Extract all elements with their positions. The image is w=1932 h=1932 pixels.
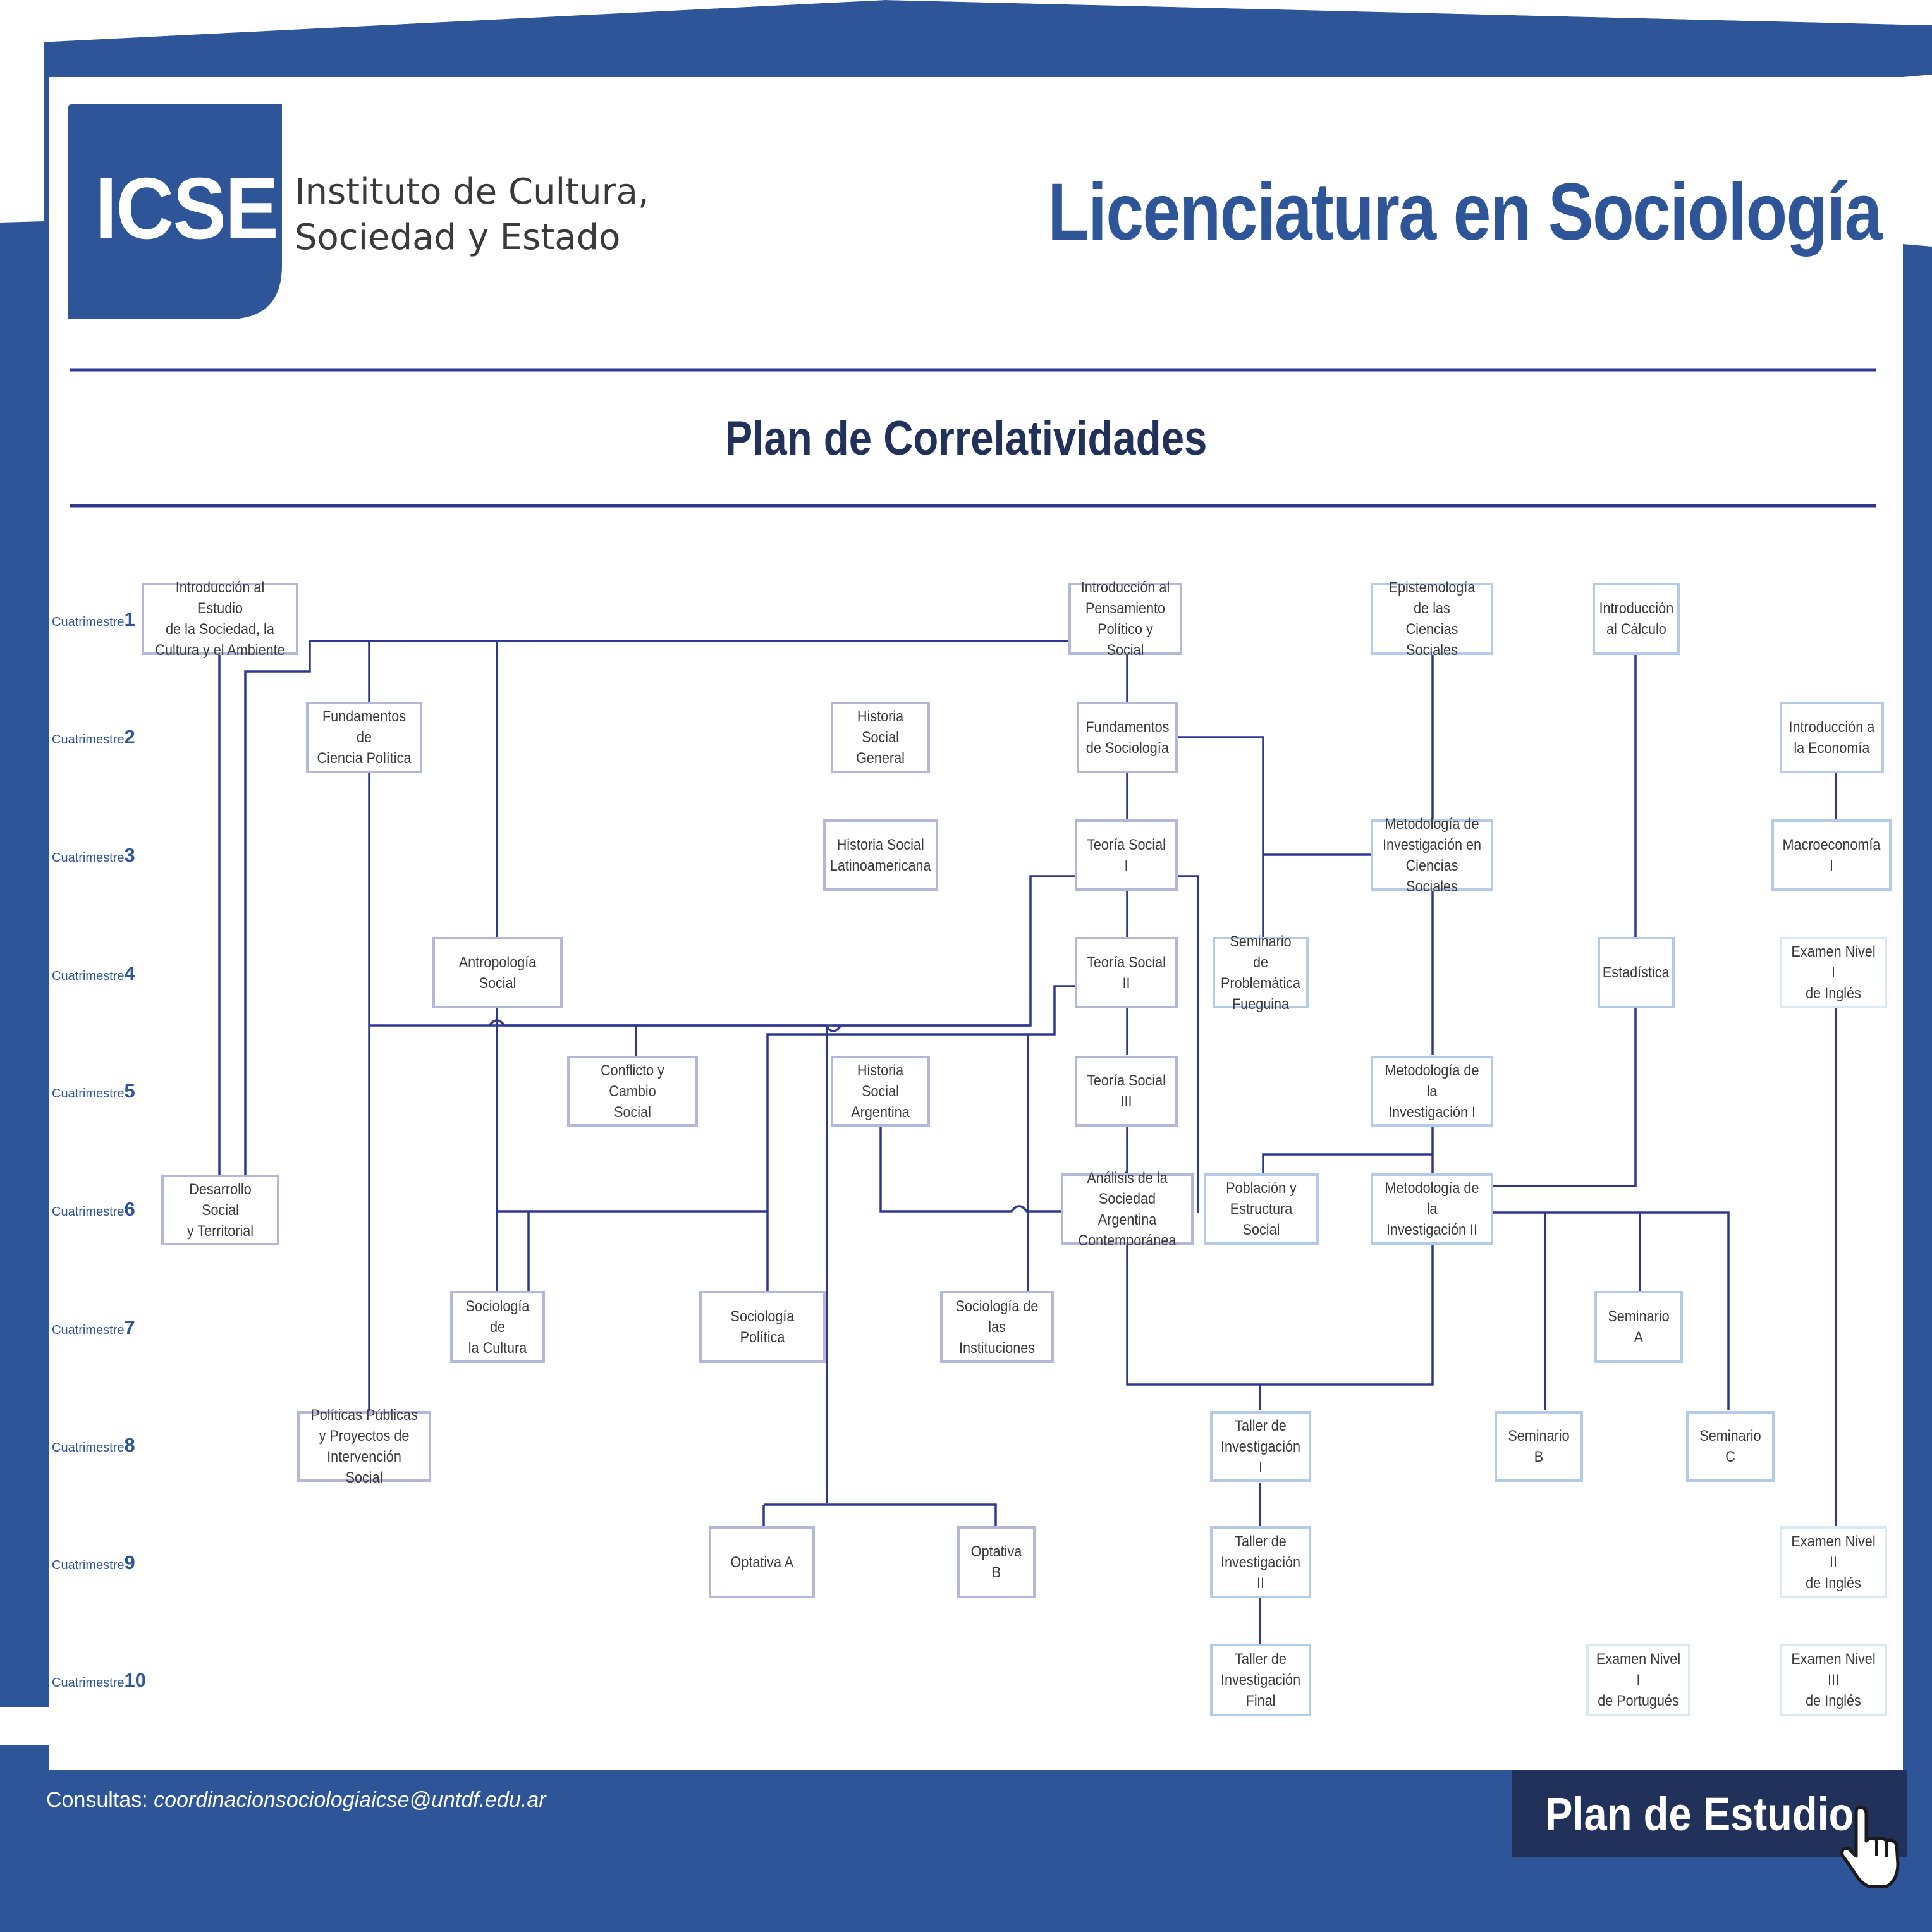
subject-label (1085, 717, 1169, 759)
subject-label-line: Social (614, 1103, 651, 1121)
subject-metodologia-investigacion-1[interactable] (1371, 1056, 1493, 1127)
subject-estadistica[interactable] (1598, 937, 1675, 1008)
subject-label (1084, 1070, 1170, 1112)
subject-label (1788, 1531, 1878, 1594)
subject-label-line: Taller de (1235, 1532, 1287, 1550)
subject-metodologia-investigacion-2[interactable] (1371, 1173, 1493, 1245)
connectors (219, 641, 1836, 1644)
subject-label (1084, 835, 1170, 876)
subject-intro-pensamiento[interactable] (1068, 579, 1182, 659)
subject-label-line: Estructura Social (1230, 1201, 1293, 1238)
subject-historia-social-latinoamericana[interactable] (823, 819, 938, 891)
subject-label-line: Seminario de (1230, 932, 1292, 971)
institute-name-line2: Sociedad y Estado (295, 217, 621, 258)
row-label-word: Cuatrimestre (52, 1205, 125, 1219)
subject-intro-estudio-sociedad[interactable] (142, 579, 298, 659)
row-label-number: 8 (124, 1434, 135, 1456)
subject-label-line: las Instituciones (958, 1318, 1036, 1357)
subject-epistemologia[interactable] (1371, 579, 1493, 659)
subject-historia-social-argentina[interactable] (831, 1056, 930, 1127)
subject-label-line: Pensamiento (1085, 600, 1166, 617)
subject-label (1380, 1178, 1484, 1240)
subject-antropologia-social[interactable] (432, 937, 563, 1008)
subject-label-line: Fundamentos de (322, 708, 407, 746)
subject-label-line: Introducción (1599, 600, 1673, 617)
subject-teoria-social-2[interactable] (1075, 937, 1178, 1008)
subject-label-line: Antropología Social (458, 953, 537, 992)
subject-label (1218, 1415, 1302, 1478)
subject-label-line: Políticas Públicas (310, 1407, 418, 1424)
subject-intro-calculo[interactable] (1593, 583, 1680, 655)
subject-poblacion-estructura-social[interactable] (1204, 1173, 1319, 1245)
subject-analisis-sociedad-argentina[interactable] (1061, 1169, 1194, 1249)
subject-label-line: Teoría Social I (1087, 836, 1166, 874)
institute-name-line1: Instituto de Cultura, (295, 171, 649, 212)
subject-label-line: Problemática (1220, 974, 1301, 992)
subject-label-line: de las (1414, 600, 1450, 617)
subject-teoria-social-1[interactable] (1075, 819, 1178, 891)
subject-label-line: Introducción al Estudio (175, 579, 265, 617)
subject-taller-investigacion-1[interactable] (1210, 1411, 1311, 1482)
subject-label-line: Conflicto y Cambio (601, 1061, 664, 1100)
subject-label (577, 1060, 688, 1123)
diagram-subtitle: Plan de Correlatividades (724, 412, 1208, 465)
row-label-number: 2 (124, 726, 135, 748)
subject-label-line: Final (1245, 1692, 1276, 1709)
subject-label-line: Optativa A (730, 1553, 793, 1571)
subject-label-line: Teoría Social III (1087, 1072, 1166, 1110)
subject-label-line: al Cálculo (1606, 621, 1666, 638)
row-label-number: 4 (124, 962, 135, 984)
row-label-word: Cuatrimestre (52, 1323, 125, 1337)
subject-label-line: Sociología de (955, 1297, 1039, 1315)
row-label-cuatrimestre-1 (52, 608, 135, 631)
subject-label-line: Historia Social (857, 1061, 904, 1100)
subject-portugues-nivel-1[interactable] (1586, 1644, 1690, 1716)
subject-label-line: Ciencia Política (317, 750, 412, 767)
row-label-cuatrimestre-2 (52, 726, 135, 749)
row-label-number: 9 (124, 1551, 135, 1574)
subject-label-line: Político y Social (1097, 621, 1153, 659)
subject-label-line: y Territorial (186, 1222, 254, 1240)
subject-label (1380, 814, 1484, 897)
contact-line (46, 1788, 546, 1813)
row-label-word: Cuatrimestre (52, 733, 125, 747)
row-label-word: Cuatrimestre (52, 1558, 125, 1572)
subject-label-line: Examen Nivel II (1791, 1532, 1876, 1571)
subject-label-line: la Economía (1794, 739, 1870, 757)
subject-label-line: de Sociología (1085, 739, 1169, 757)
subject-seminario-b[interactable] (1495, 1411, 1583, 1482)
row-label-cuatrimestre-3 (52, 844, 135, 867)
subject-label-line: Ciencias Sociales (1405, 621, 1458, 659)
subject-seminario-c[interactable] (1686, 1411, 1775, 1482)
subject-label-line: Teoría Social II (1087, 953, 1166, 992)
subject-intro-economia[interactable] (1780, 702, 1884, 773)
subject-label (1221, 1649, 1300, 1711)
subject-optativa-b[interactable] (957, 1526, 1036, 1598)
subject-label (1602, 1306, 1675, 1348)
subject-label-line: General (856, 750, 905, 767)
subject-label (1788, 941, 1878, 1004)
contact-email-link[interactable]: coordinacionsociologiaicse@untdf.edu.ar (154, 1788, 546, 1812)
subject-label (315, 706, 413, 769)
subject-label (1788, 1649, 1878, 1711)
subject-label-line: Taller de (1235, 1651, 1287, 1668)
subject-fundamentos-ciencia-politica[interactable] (306, 702, 422, 773)
subject-label-line: de Inglés (1806, 985, 1861, 1002)
subject-label (171, 1179, 271, 1242)
subject-label (949, 1296, 1044, 1359)
subject-sociologia-instituciones[interactable] (940, 1291, 1054, 1363)
row-label-number: 1 (124, 608, 135, 630)
subject-label-line: Metodología de la (1385, 1061, 1479, 1100)
subject-label-line: Introducción a (1788, 718, 1875, 736)
row-label-cuatrimestre-5 (52, 1080, 135, 1103)
subject-seminario-a[interactable] (1594, 1291, 1683, 1363)
subject-label-line: Desarrollo Social (189, 1180, 252, 1219)
subject-sociologia-cultura[interactable] (450, 1291, 545, 1363)
subject-label-line: Seminario B (1508, 1428, 1570, 1465)
subject-label-line: la Cultura (468, 1339, 527, 1357)
subject-fundamentos-sociologia[interactable] (1077, 702, 1178, 773)
subject-label (709, 1306, 816, 1348)
subject-label-line: Argentina (851, 1103, 910, 1121)
subject-desarrollo-social-territorial[interactable] (161, 1175, 279, 1245)
subject-label-line: Investigación en (1382, 836, 1482, 853)
subject-ingles-nivel-2[interactable] (1780, 1526, 1887, 1598)
subject-seminario-problematica-fueguina[interactable] (1213, 932, 1309, 1013)
subject-label (1599, 598, 1673, 640)
subject-label-line: Ciencias Sociales (1405, 857, 1458, 895)
subject-label-line: Intervención Social (327, 1448, 401, 1486)
subject-label (730, 1552, 793, 1573)
subject-label-line: Historia Social (836, 836, 925, 853)
subject-label (1694, 1426, 1766, 1467)
subject-label-line: Análisis de la (1087, 1169, 1168, 1187)
subject-label-line: de Inglés (1806, 1574, 1861, 1592)
subject-label (1595, 1649, 1682, 1711)
plan-de-estudio-label: Plan de Estudio (1545, 1787, 1854, 1840)
subject-conflicto-cambio-social[interactable] (567, 1056, 698, 1127)
subject-label-line: Investigación II (1220, 1553, 1301, 1592)
subject-label-line: Fueguina (1232, 995, 1290, 1013)
row-label-number: 6 (124, 1198, 135, 1220)
subject-label-line: y Proyectos de (319, 1428, 410, 1445)
subject-label (1084, 952, 1170, 994)
subject-metodologia-ciencias-sociales[interactable] (1371, 815, 1493, 895)
subject-ingles-nivel-1[interactable] (1780, 937, 1887, 1008)
subject-label-line: Latinoamericana (830, 857, 931, 874)
row-label-number: 10 (124, 1669, 146, 1691)
subject-label-line: Historia Social (857, 708, 904, 746)
subject-label (443, 952, 553, 994)
subject-label-line: Estadística (1603, 964, 1670, 981)
row-label-cuatrimestre-9 (52, 1551, 135, 1574)
subject-label-line: Metodología de la (1385, 1180, 1479, 1218)
row-label-cuatrimestre-10 (52, 1669, 146, 1692)
subject-label-line: de Portugués (1598, 1692, 1679, 1709)
subject-label-line: Sociología de (465, 1297, 530, 1336)
subject-label (965, 1541, 1029, 1583)
subject-teoria-social-3[interactable] (1075, 1056, 1178, 1127)
subject-label (1221, 931, 1300, 1015)
subject-label-line: Contemporánea (1078, 1232, 1177, 1249)
row-label-word: Cuatrimestre (52, 1676, 125, 1690)
row-label-cuatrimestre-4 (52, 962, 135, 985)
subject-label (830, 835, 931, 876)
subject-label (1380, 577, 1484, 661)
subject-macroeconomia-1[interactable] (1771, 819, 1892, 891)
subject-label-line: Seminario C (1699, 1428, 1761, 1465)
subject-label (1781, 835, 1882, 876)
row-label-number: 5 (124, 1080, 135, 1102)
subject-label-line: Cultura y el Ambiente (155, 642, 285, 659)
row-label-word: Cuatrimestre (52, 615, 125, 629)
row-label-word: Cuatrimestre (52, 1441, 125, 1455)
subject-label (1213, 1178, 1310, 1240)
subject-label (839, 1060, 922, 1123)
subject-label-line: Fundamentos (1085, 718, 1170, 736)
subject-label-line: Investigación (1220, 1672, 1301, 1689)
row-label-word: Cuatrimestre (52, 1087, 125, 1101)
subject-label-line: Metodología de (1385, 815, 1479, 833)
subject-sociologia-politica[interactable] (699, 1291, 826, 1363)
subject-label (307, 1405, 421, 1488)
subject-label-line: de la Sociedad, la (166, 621, 274, 638)
subject-label-line: Sociología Política (730, 1308, 795, 1346)
subject-label-line: Investigación I (1220, 1438, 1301, 1476)
subject-label-line: Examen Nivel III (1791, 1651, 1876, 1689)
subject-label-line: Examen Nivel I (1791, 943, 1876, 981)
subject-label-line: Optativa B (970, 1543, 1022, 1581)
subject-taller-investigacion-final[interactable] (1210, 1644, 1311, 1716)
page-title: Licenciatura en Sociología (1048, 167, 1881, 257)
subject-label (1502, 1426, 1575, 1467)
subject-label-line: Investigación II (1386, 1221, 1478, 1238)
subject-label (1071, 1168, 1183, 1251)
contact-label: Consultas: (46, 1788, 148, 1812)
subject-label (1218, 1531, 1302, 1594)
row-label-word: Cuatrimestre (52, 851, 125, 865)
subject-label (1077, 577, 1173, 661)
subject-label (1380, 1060, 1484, 1123)
subject-label-line: Epistemología (1388, 579, 1476, 596)
subject-label (1603, 962, 1670, 983)
subject-label-line: Investigación I (1388, 1103, 1476, 1121)
subject-optativa-a[interactable] (709, 1526, 815, 1598)
subject-historia-social-general[interactable] (831, 702, 930, 773)
subject-label-line: Examen Nivel I (1596, 1651, 1681, 1689)
hand-pointer-icon (1838, 1803, 1908, 1892)
row-label-cuatrimestre-7 (52, 1316, 135, 1339)
subject-label-line: Macroeconomía I (1782, 836, 1881, 874)
row-label-cuatrimestre-8 (52, 1434, 135, 1457)
subject-label-line: Taller de (1235, 1417, 1287, 1434)
subject-label-line: de Inglés (1806, 1692, 1861, 1709)
subject-label (839, 706, 922, 769)
row-label-word: Cuatrimestre (52, 969, 125, 983)
subject-label-line: Seminario A (1608, 1308, 1670, 1346)
subject-ingles-nivel-3[interactable] (1780, 1644, 1887, 1716)
subject-label-line: Sociedad Argentina (1097, 1190, 1157, 1228)
subject-politicas-publicas[interactable] (297, 1407, 431, 1486)
row-label-number: 3 (124, 844, 135, 866)
row-label-cuatrimestre-6 (52, 1198, 135, 1221)
subject-label (153, 577, 287, 661)
subject-label-line: Población y (1226, 1180, 1297, 1197)
row-label-number: 7 (124, 1316, 135, 1338)
subject-taller-investigacion-2[interactable] (1210, 1526, 1311, 1598)
icse-logo: ICSE (95, 160, 278, 257)
subject-label-line: Introducción al (1080, 579, 1170, 596)
subject-label (1789, 717, 1875, 759)
subject-label (458, 1296, 537, 1359)
